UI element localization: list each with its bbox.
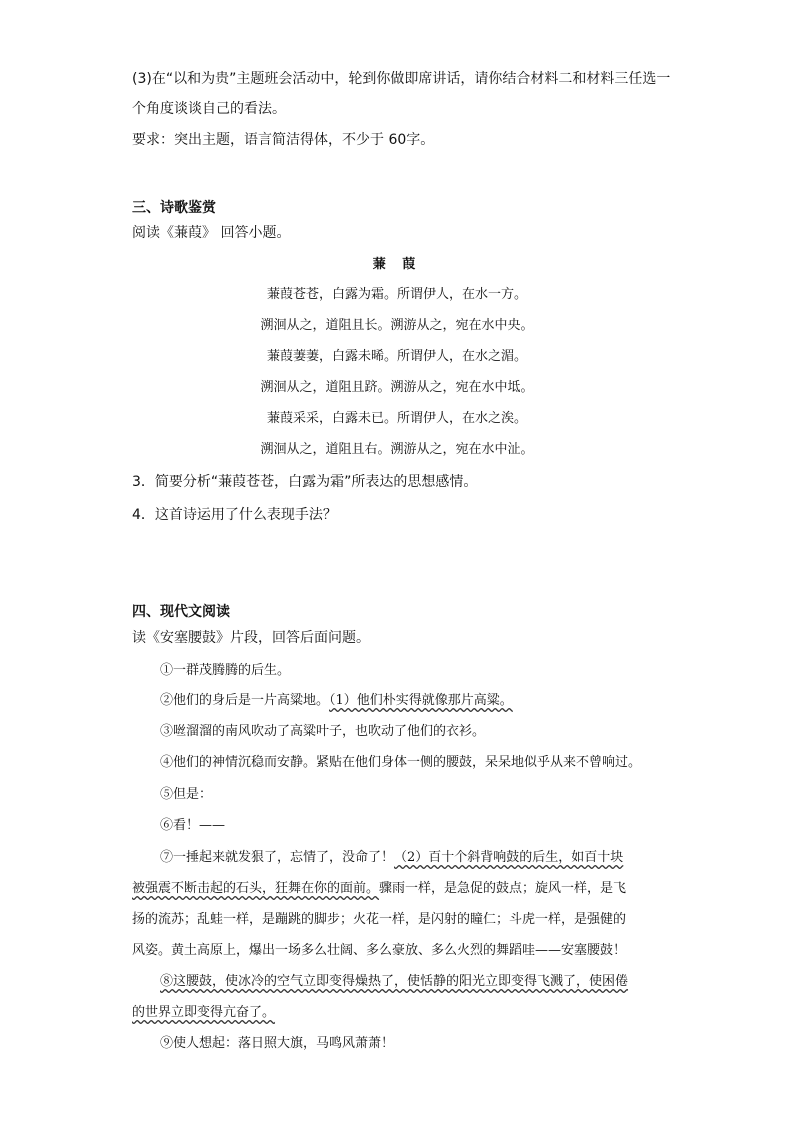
- underlined-sentence-3-cont: 的世界立即变得亢奋了。: [132, 1005, 276, 1020]
- paragraph-5: ⑤但是：: [160, 787, 213, 802]
- underlined-sentence-3: ⑧这腰鼓，使冰冷的空气立即变得燥热了，使恬静的阳光立即变得飞溅了，使困倦: [160, 974, 629, 989]
- section-4-intro: 读《安塞腰鼓》片段，回答后面问题。: [132, 630, 370, 646]
- underlined-sentence-1: （1）他们朴实得就像那片高粱。: [329, 693, 513, 708]
- paragraph-7-line-3: 扬的流苏；乱蛙一样，是蹦跳的脚步；火花一样，是闪射的瞳仁；斗虎一样，是强健的: [132, 912, 627, 927]
- paragraph-7-line-4: 风姿。黄土高原上，爆出一场多么壮阔、多么豪放、多么火烈的舞蹈哇——安塞腰鼓！: [132, 943, 627, 958]
- paragraph-8-line-1: [160, 973, 628, 991]
- section-4-heading: 四、现代文阅读: [132, 604, 230, 620]
- poem-line: 蒹葭采采，白露未已。所谓伊人，在水之涘。: [266, 411, 527, 426]
- paragraph-9: ⑨使人想起：落日照大旗，马鸣风萧萧！: [160, 1036, 395, 1051]
- poem-line: 溯洄从之，道阻且长。溯游从之，宛在水中央。: [260, 318, 534, 333]
- paragraph-1: ①一群茂腾腾的后生。: [160, 663, 291, 678]
- section-3-intro: 阅读《蒹葭》 回答小题。: [132, 225, 291, 241]
- paragraph-7-line-2: [132, 880, 626, 898]
- poem-line: 蒹葭萋萋，白露未晞。所谓伊人，在水之湄。: [266, 349, 527, 364]
- question-3: 3．简要分析“蒹葭苍苍，白露为霜”所表达的思想感情。: [132, 474, 478, 490]
- q3-line-2: 个角度谈谈自己的看法。: [132, 101, 286, 117]
- paragraph-2: [160, 692, 513, 710]
- question-4: 4．这首诗运用了什么表现手法？: [132, 507, 337, 523]
- poem-line: 蒹葭苍苍，白露为霜。所谓伊人，在水一方。: [266, 287, 527, 302]
- paragraph-8-line-2: [132, 1004, 275, 1022]
- q3-requirement: 要求：突出主题，语言简洁得体，不少于 60字。: [132, 132, 435, 148]
- paragraph-4: ④他们的神情沉稳而安静。紧贴在他们身体一侧的腰鼓，呆呆地似乎从来不曾响过。: [160, 755, 642, 770]
- q3-line-1: (3)在“以和为贵”主题班会活动中，轮到你做即席讲话，请你结合材料二和材料三任选一: [132, 71, 671, 87]
- paragraph-2-text: ②他们的身后是一片高粱地。: [160, 693, 330, 708]
- section-3-heading: 三、诗歌鉴赏: [132, 200, 216, 216]
- paragraph-7-text: 骤雨一样，是急促的鼓点；旋风一样，是飞: [379, 881, 627, 896]
- poem-title: 蒹 葭: [372, 257, 422, 272]
- paragraph-7-line-1: [160, 849, 623, 867]
- underlined-sentence-2: （2）百十个斜背响鼓的后生，如百十块: [394, 850, 624, 865]
- paragraph-7-text: ⑦一捶起来就发狠了，忘情了，没命了！: [160, 850, 395, 865]
- poem-line: 溯洄从之，道阻且跻。溯游从之，宛在水中坻。: [260, 380, 534, 395]
- paragraph-3: ③咝溜溜的南风吹动了高粱叶子，也吹动了他们的衣衫。: [160, 724, 486, 739]
- poem-line: 溯洄从之，道阻且右。溯游从之，宛在水中沚。: [260, 442, 534, 457]
- underlined-sentence-2-cont: 被强震不断击起的石头，狂舞在你的面前。: [132, 881, 380, 896]
- paragraph-6: ⑥看！——: [160, 818, 226, 833]
